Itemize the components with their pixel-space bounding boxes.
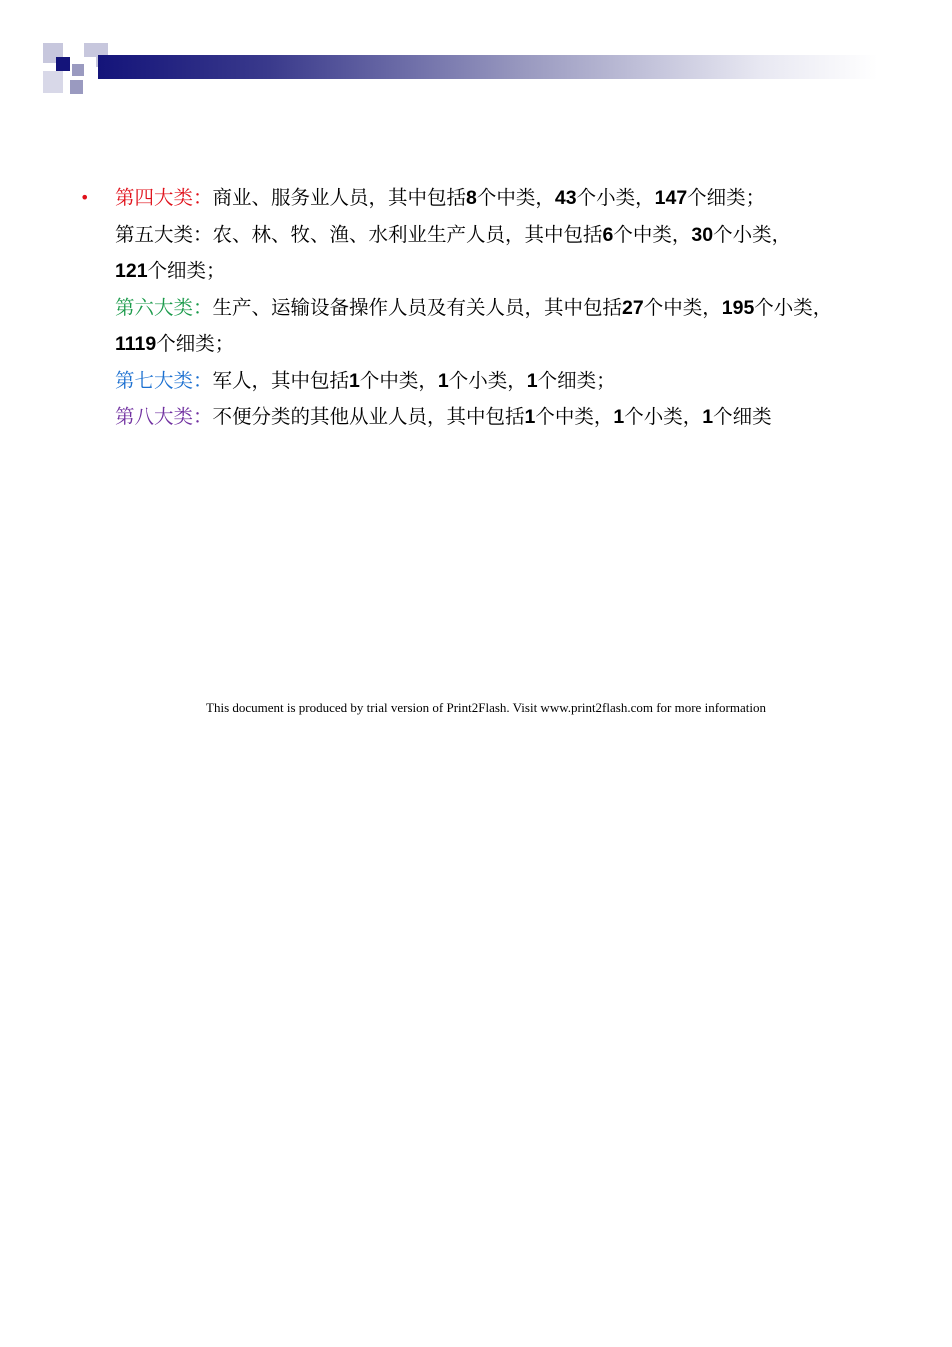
category-5-text: 个中类， — [613, 222, 692, 246]
bullet-icon: • — [80, 188, 90, 207]
header-square-decoration — [72, 64, 84, 76]
category-5-line — [115, 217, 870, 290]
category-4-text: 商业、服务业人员，其中包括 — [212, 186, 467, 209]
category-5-text: 第五大类：农、林、牧、渔、水利业生产人员，其中包括 — [115, 222, 603, 246]
category-8-fine-count: 1 — [702, 406, 714, 428]
category-7-small-count: 1 — [437, 369, 449, 392]
category-6-text: 个小类， — [754, 295, 833, 319]
category-8-text: 个细类 — [713, 405, 772, 428]
category-7-text: 个细类； — [537, 368, 616, 392]
category-8-line — [115, 399, 870, 436]
category-4-label: 第四大类： — [115, 186, 213, 209]
category-8-small-count: 1 — [613, 406, 625, 428]
category-4-small-count: 43 — [554, 187, 577, 209]
category-8-text: 不便分类的其他从业人员，其中包括 — [212, 405, 525, 428]
category-4-mid-count: 8 — [466, 187, 477, 209]
category-6-line — [115, 290, 870, 363]
category-4-text: 个小类， — [576, 186, 655, 209]
category-list — [80, 180, 870, 436]
header-square-decoration — [70, 80, 83, 94]
category-5-text: 个细类； — [147, 259, 226, 282]
category-6-label: 第六大类： — [115, 295, 213, 319]
header-square-decoration — [56, 57, 70, 71]
category-6-text: 个中类， — [643, 295, 722, 319]
category-4-text: 个中类， — [476, 186, 555, 209]
category-5-text: 个小类， — [713, 222, 792, 246]
category-7-text: 军人，其中包括 — [212, 368, 350, 392]
header-square-decoration — [43, 71, 63, 93]
category-6-text: 个细类； — [156, 332, 235, 355]
category-6-small-count: 195 — [721, 296, 755, 319]
category-7-text: 个小类， — [448, 368, 527, 392]
header-gradient-bar — [98, 55, 878, 79]
category-5-fine-count: 121 — [115, 260, 148, 282]
category-8-mid-count: 1 — [524, 406, 536, 428]
category-4-text: 个细类； — [687, 186, 766, 209]
category-8-text: 个小类， — [624, 405, 703, 428]
category-6-text: 生产、运输设备操作人员及有关人员，其中包括 — [212, 295, 623, 319]
category-7-line — [115, 363, 870, 400]
category-8-label: 第八大类： — [115, 405, 213, 428]
category-4-line — [115, 180, 870, 217]
category-8-text: 个中类， — [535, 405, 614, 428]
category-4-fine-count: 147 — [654, 187, 688, 209]
category-5-small-count: 30 — [691, 223, 714, 246]
category-7-fine-count: 1 — [526, 369, 538, 392]
category-7-label: 第七大类： — [115, 368, 213, 392]
category-7-mid-count: 1 — [349, 369, 360, 392]
category-5-mid-count: 6 — [602, 223, 614, 246]
category-6-mid-count: 27 — [622, 296, 644, 319]
category-6-fine-count: 1119 — [115, 333, 157, 355]
trial-watermark-footer: This document is produced by trial version of Print2Flash. Visit www.print2flash.com for more information — [206, 700, 766, 715]
category-7-text: 个中类， — [359, 368, 438, 392]
